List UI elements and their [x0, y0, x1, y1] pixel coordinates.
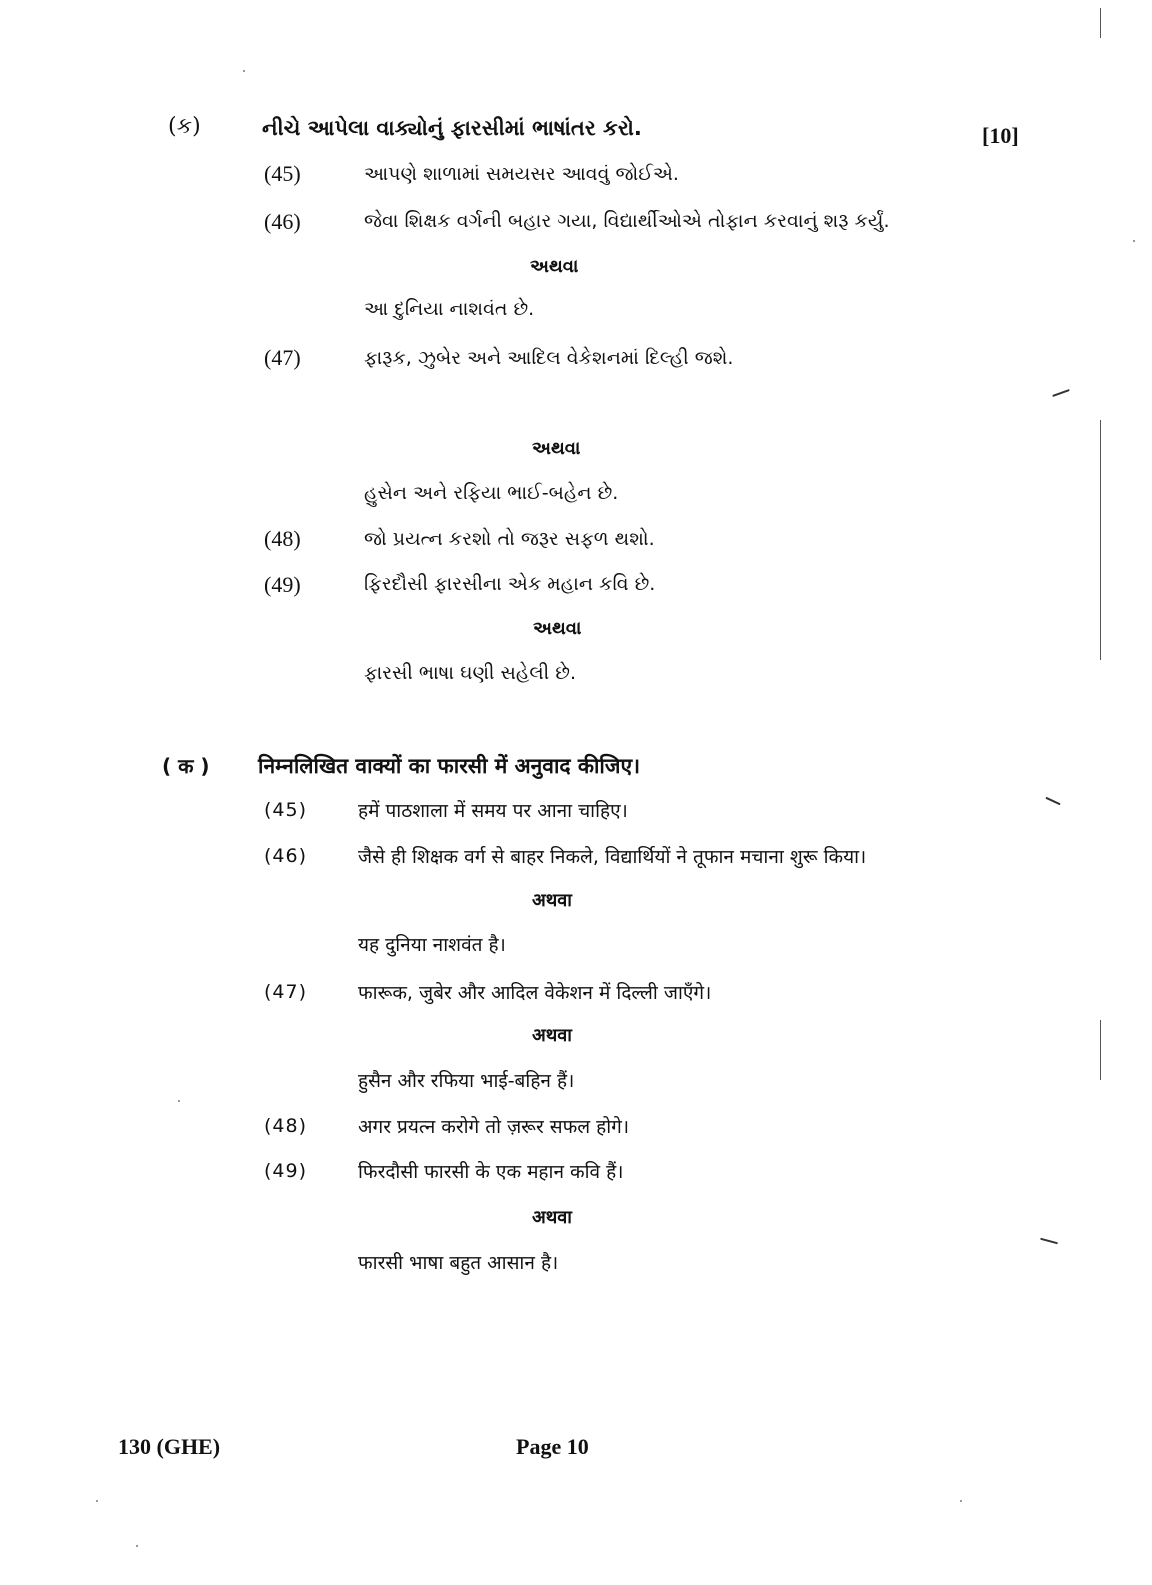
question-text: हमें पाठशाला में समय पर आना चाहिए।	[358, 800, 628, 822]
question-number: (49)	[264, 1160, 308, 1182]
scan-speck	[96, 1500, 98, 1502]
alternative-text: આ દુનિયા નાશવંત છે.	[364, 298, 535, 320]
paper-code: 130 (GHE)	[118, 1434, 221, 1459]
or-label: અથવા	[533, 618, 582, 639]
question-text: अगर प्रयत्न करोगे तो ज़रूर सफल होगे।	[358, 1116, 630, 1138]
question-number: (48)	[264, 526, 301, 551]
scan-speck	[1133, 240, 1135, 242]
alternative-text: फारसी भाषा बहुत आसान है।	[358, 1252, 559, 1274]
gujarati-section-marker: (ક)	[168, 114, 201, 139]
hindi-section-heading: निम्नलिखित वाक्यों का फारसी में अनुवाद कीजिए।	[258, 754, 641, 778]
scan-speck	[178, 1100, 180, 1102]
or-label: અથવા	[530, 256, 579, 277]
page-number: Page 10	[516, 1434, 589, 1459]
question-number: (45)	[264, 161, 301, 186]
question-number: (46)	[264, 845, 308, 867]
question-number: (48)	[264, 1115, 308, 1137]
or-label: अथवा	[532, 1025, 572, 1046]
or-label: अथवा	[532, 890, 572, 911]
question-number: (49)	[264, 572, 301, 597]
scan-mark	[1045, 797, 1060, 806]
question-text: फिरदौसी फारसी के एक महान कवि हैं।	[358, 1161, 624, 1183]
gujarati-section-heading: નીચે આપેલા વાક્યોનું ફારસીમાં ભાષાંતર કરો.	[262, 116, 642, 140]
alternative-text: हुसैन और रफिया भाई-बहिन हैं।	[358, 1070, 575, 1092]
question-number: (45)	[264, 799, 308, 821]
scan-mark	[1040, 1238, 1058, 1245]
question-text: ફિરદૌસી ફારસીના એક મહાન કવિ છે.	[364, 573, 656, 595]
or-label: अथवा	[532, 1207, 572, 1228]
question-number: (46)	[264, 209, 301, 234]
alternative-text: હુસેન અને રફિયા ભાઈ-બહેન છે.	[364, 482, 619, 504]
scan-speck	[136, 1545, 138, 1547]
marks-label: [10]	[982, 123, 1019, 148]
or-label: અથવા	[532, 438, 581, 459]
scan-edge-line	[1100, 420, 1101, 660]
question-number: (47)	[264, 345, 301, 370]
alternative-text: यह दुनिया नाशवंत है।	[358, 934, 506, 956]
scan-speck	[960, 1500, 962, 1502]
hindi-section-marker: ( क )	[162, 754, 210, 778]
question-text: જેવા શિક્ષક વર્ગની બહાર ગયા, વિદ્યાર્થીઓએ તોફાન કરવાનું શરૂ કર્યું.	[364, 210, 890, 232]
scan-edge-line	[1100, 8, 1101, 38]
question-number: (47)	[264, 981, 308, 1003]
alternative-text: ફારસી ભાષા ઘણી સહેલી છે.	[364, 662, 576, 684]
question-text: ફારૂક, ઝુબેર અને આદિલ વેકેશનમાં દિલ્હી જશે.	[364, 347, 734, 369]
question-text: फारूक, जुबेर और आदिल वेकेशन में दिल्ली जाएँगे।	[358, 982, 712, 1004]
scan-speck	[243, 70, 245, 72]
question-text: આપણે શાળામાં સમયસર આવવું જોઈએ.	[364, 163, 679, 185]
scan-mark	[1052, 389, 1070, 397]
question-text: जैसे ही शिक्षक वर्ग से बाहर निकले, विद्यार्थियों ने तूफान मचाना शुरू किया।	[358, 846, 867, 868]
question-text: જો પ્રયત્ન કરશો તો જરૂર સફળ થશો.	[364, 528, 655, 550]
scan-edge-line	[1100, 1020, 1101, 1080]
